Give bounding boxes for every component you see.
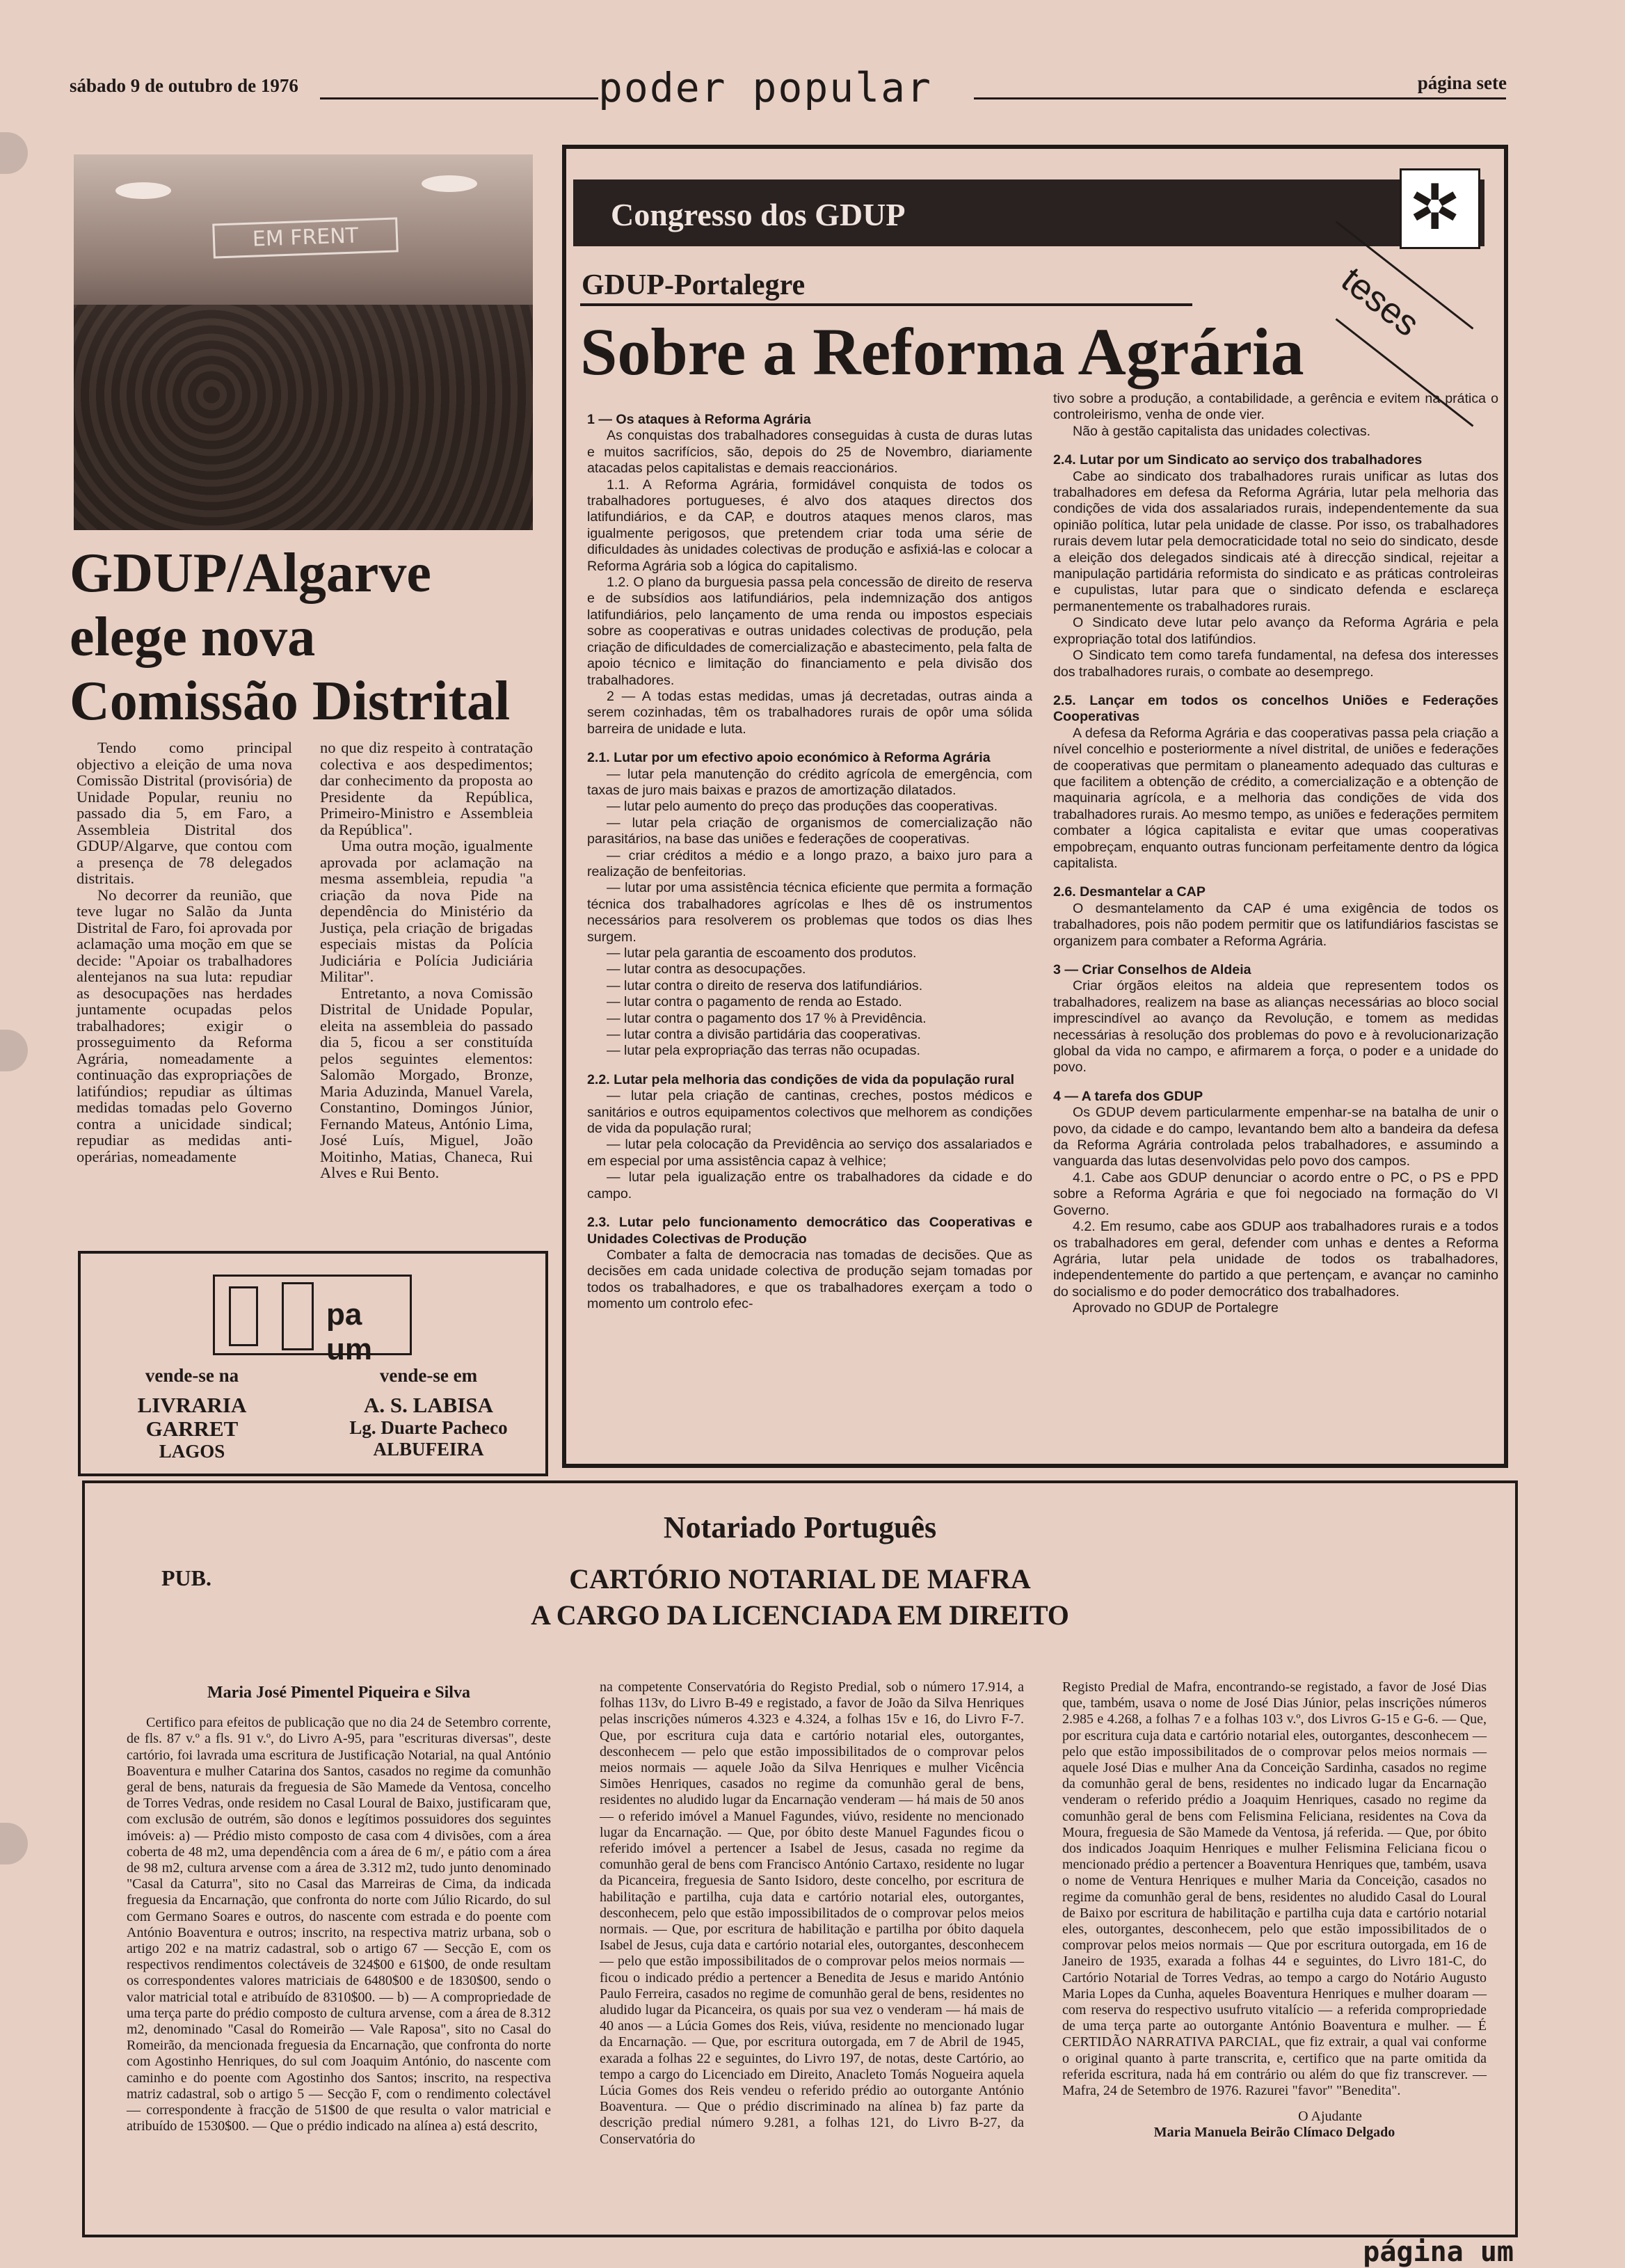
thesis-heading: 2.5. Lançar em todos os concelhos Uniões e Federações Cooperativas: [1053, 692, 1498, 725]
thesis-paragraph: 2 — A todas estas medidas, umas já decretadas, outras ainda a serem cozinhadas, têm os trabalhadores rurais de opôr uma sólida barreira de unidade e luta.: [587, 688, 1032, 737]
notary-notice: [82, 1480, 1518, 2237]
thesis-paragraph: — lutar pela colocação da Previdência ao serviço dos assalariados e em especial por uma assistência capaz à velhice;: [587, 1137, 1032, 1169]
newspaper-logo: [213, 1275, 412, 1366]
header-rule: [320, 97, 598, 99]
thesis-paragraph: — lutar pela garantia de escoamento dos produtos.: [607, 945, 917, 961]
thesis-heading: 3 — Criar Conselhos de Aldeia: [1053, 962, 1251, 977]
ad-right: [324, 1365, 533, 1460]
thesis-paragraph: Não à gestão capitalista das unidades colectivas.: [1073, 423, 1371, 439]
thesis-paragraph: Os GDUP devem particularmente empenhar-se na batalha de unir o povo, da cidade e do campo, levantando bem alto a bandeira da defesa da Reforma Agrária controlada pelos trabalhadores, e assumindo a vanguarda das lutas desenvolvidas pelo povo dos campos.: [1053, 1105, 1498, 1169]
ad-line: ALBUFEIRA: [373, 1439, 484, 1460]
thesis-paragraph: tivo sobre a produção, a contabilidade, a gerência e evitem na prática o controleirismo, venha de onde vier.: [1053, 391, 1498, 423]
logo-box: [229, 1286, 258, 1346]
notice-heading: [85, 1561, 1515, 1634]
thesis-paragraph: — lutar pela igualização entre os trabalhadores da cidade e do campo.: [587, 1169, 1032, 1201]
pub-label: PUB.: [161, 1565, 211, 1590]
thesis-paragraph: — criar créditos a médio e a longo prazo, a baixo juro para a realização de benfeitorias.: [587, 847, 1032, 879]
chandelier: [115, 182, 171, 199]
paragraph: Entretanto, a nova Comissão Distrital de Unidade Popular, eleita na assembleia do passado dia 5, ficou a ser constituída pelos seguintes elementos: Salomão Morgado, Bronze, Maria Aduzinda, Manuel Varela, Constantino, Domingos Júnior, Fernando Mateus, António Lima, José Luís, Miguel, João Moitinho, Matias, Chaneca, Rui Alves e Rui Bento.: [320, 984, 533, 1181]
thesis-heading: 2.4. Lutar por um Sindicato ao serviço dos trabalhadores: [1053, 452, 1423, 468]
issue-date: sábado 9 de outubro de 1976: [70, 75, 298, 96]
thesis-heading: 2.1. Lutar por um efectivo apoio económico à Reforma Agrária: [587, 750, 991, 766]
ad-line: LAGOS: [159, 1441, 225, 1462]
ad-line: LIVRARIA: [137, 1393, 247, 1417]
thesis-heading: 2.2. Lutar pela melhoria das condições de vida da população rural: [587, 1071, 1015, 1087]
thesis-paragraph: O Sindicato deve lutar pelo avanço da Reforma Agrária e pela expropriação total dos latifúndios.: [1053, 615, 1498, 647]
masthead: poder popular: [598, 64, 932, 111]
left-headline: GDUP/Algarve elege nova Comissão Distrital: [70, 543, 511, 732]
notice-col1: [127, 1685, 551, 2134]
thesis-heading: 2.6. Desmantelar a CAP: [1053, 884, 1206, 900]
thesis-paragraph: — lutar contra as desocupações.: [607, 961, 806, 977]
paragraph: No decorrer da reunião, que teve lugar no Salão da Junta Distrital de Faro, foi aprovada por aclamação uma moção em que se decide: "Apoiar os trabalhadores alentejanos na sua luta: repudiar as desocupações nas herdades juntamente ocupadas pelos trabalhadores; exigir o prosseguimento da Reforma Agrária, nomeadamente a continuação das expropriações de latifúndios; repudiar as últimas medidas tomadas pelo Governo contra a unicidade sindical; repudiar as medidas anti-operárias, nomeadamente: [77, 886, 292, 1165]
thesis-paragraph: — lutar pela expropriação das terras não ocupadas.: [607, 1043, 920, 1059]
thesis-col2: [1053, 391, 1498, 1317]
thesis-paragraph: Aprovado no GDUP de Portalegre: [1073, 1300, 1279, 1316]
thesis-paragraph: A defesa da Reforma Agrária e das cooperativas passa pela criação a nível concelhio e posteriormente a nível distrital, de uniões e federações de cooperativas que permitam o planeamento adequado das culturas e que facilitem a obtenção de crédito, a comercialização e a obtenção de maquinaria agrícola, e a melhoria das condições de vida dos trabalhadores rurais. Ao mesmo tempo, as uniões e federações permitem combater a lógica capitalista e evitar que umas cooperativas empobreçam, enquanto outras funcionam perfeitamente dentro da lógica capitalista.: [1053, 725, 1498, 871]
thesis-heading: 4 — A tarefa dos GDUP: [1053, 1088, 1203, 1104]
thesis-paragraph: Cabe ao sindicato dos trabalhadores rurais unificar as lutas dos trabalhadores em defesa da Reforma Agrária, lutar pela melhoria das condições de vida dos assalariados rurais, independentemente da sua opinião política, lutar pela unidade de classe. Por isso, os trabalhadores rurais devem lutar pela democraticidade total no seio do sindicato, desde a eleição dos delegados sindicais até à direcção sindical, rejeitar a manipulação partidária reformista do sindicato e as práticas controleiras e cupulistas, lutar para que o sindicato defenda e esclareça permanentemente os trabalhadores rurais.: [1053, 468, 1498, 614]
paragraph: no que diz respeito à contratação colectiva e aos despedimentos; dar conhecimento da proposta ao Presidente da República, Primeiro-Ministro e Assembleia da República".: [320, 739, 533, 838]
logo-text: pa um: [326, 1297, 372, 1366]
paragraph: na competente Conservatória do Registo Predial, sob o número 17.914, a folhas 113v, do Livro B-49 e registado, a favor de João da Silva Henriques pelas inscrições números 4.323 e 4.324, a folhas 15v e 16, do Livro F-7. Que, por escritura cuja data e cartório notarial eles, outorgantes, desconhecem — pelo que estão impossibilitados de o comprovar pelos meios normais — aquele João da Silva Henriques e mulher Vicência Simões Henriques, casados no regime da comunhão geral de bens, residentes no aludido lugar da Encarnação venderam — há mais de 50 anos — o referido imóvel a Manuel Fagundes, viúvo, residente no mencionado lugar da Encarnação. — Que, por óbito deste Manuel Fagundes ficou o referido imóvel a pertencer a Isabel de Jesus, casada no regime da comunhão geral de bens com Francisco António Cartaxo, residente no lugar da Picanceira, freguesia de Santo Isidoro, deste concelho, por escritura de habilitação e partilha, cuja data e cartório notarial eles, outorgantes, desconhecem, pelo que estão impossibilitados de o comprovar pelos meios normais. — Que, por escritura de habilitação e partilha por óbito daquela Isabel de Jesus, cuja data e cartório notarial eles, outorgantes, desconhecem — pelo que estão impossibilitados de o comprovar pelos meios normais — ficou o indicado prédio a pertencer a Benedita de Jesus e marido António Paulo Ferreira, casados no regime de comunhão geral de bens, residentes no aludido lugar da Picanceira, os quais por sua vez o venderam — há mais de 40 anos — a Lúcia Gomes dos Reis, viúva, residente no mencionado lugar da Encarnação. — Que, por escritura outorgada, em 7 de Abril de 1945, exarada a folhas 22 e seguintes, do Livro 197, de notas, deste Cartório, ao tempo a cargo do Licenciado em Direito, Anacleto Tomás Nogueira aquela Lúcia Gomes dos Reis vendeu o referido prédio ao outorgante António Boaventura. — Que o prédio discriminado na alínea b) faz parte da descrição predial número 9.281, a folhas 121, do Livro B-27, da Conservatória do: [600, 1679, 1024, 2147]
thesis-paragraph: — lutar contra o direito de reserva dos latifundiários.: [607, 977, 923, 993]
binder-hole: [0, 132, 28, 174]
thesis-paragraph: 4.2. Em resumo, cabe aos GDUP aos trabalhadores rurais e a todos os trabalhadores em geral, defender com unhas e dentes a Reforma Agrária, lutar pela unidade de todos os trabalhadores, independentemente do partido a que pertençam, e avançar no caminho do socialismo e do poder democrático dos trabalhadores.: [1053, 1219, 1498, 1300]
thesis-heading: 1 — Os ataques à Reforma Agrária: [587, 412, 811, 427]
section-rule: [580, 303, 1192, 306]
logo-box: [282, 1282, 314, 1350]
thesis-paragraph: 1.1. A Reforma Agrária, formidável conquista de todos os trabalhadores portugueses, é alvo dos ataques directos dos latifundiários, e da CAP, e doutros ataques menos claros, mas igualmente perigosos, que pretendem criar toda uma série de dificuldades às unidades colectivas de produção e asfixiá-las e colocar a Reforma Agrária sob a lógica do capitalismo.: [587, 477, 1032, 574]
ad-line: Lg. Duarte Pacheco: [349, 1417, 508, 1438]
binder-hole: [0, 1823, 28, 1864]
thesis-paragraph: As conquistas dos trabalhadores conseguidas à custa de duras lutas e muitos sacrifícios, são, depois do 25 de Novembro, diariamente atacadas pelos capitalistas e demais reaccionários.: [587, 428, 1032, 477]
left-article-col1: [77, 740, 292, 1165]
thesis-paragraph: — lutar pela manutenção do crédito agrícola de emergência, com taxas de juro mais baixas e prazos de amortização dilatados.: [587, 766, 1032, 798]
congresso-bar: [573, 179, 1484, 246]
ad-sell: vende-se em: [379, 1365, 478, 1386]
congresso-title: Congresso dos GDUP: [611, 197, 906, 232]
congresso-box: [562, 145, 1508, 1468]
footer-page: página um: [1363, 2236, 1514, 2268]
notice-col3: [1062, 1679, 1487, 2141]
section-title: GDUP-Portalegre: [582, 269, 806, 301]
thesis-paragraph: — lutar por uma assistência técnica eficiente que permita a formação técnica dos trabalhadores agrícolas e lhes dê os instrumentos necessários para resolverem os problemas que todos os dias lhes surgem.: [587, 880, 1032, 945]
thesis-paragraph: O Sindicato tem como tarefa fundamental, na defesa dos interesses dos trabalhadores rurais, o combate ao desemprego.: [1053, 648, 1498, 680]
ad-sell: vende-se na: [145, 1365, 239, 1386]
notice-col2: [600, 1679, 1024, 2148]
notary-name: Maria José Pimentel Piqueira e Silva: [207, 1684, 470, 1702]
page-label: página sete: [1417, 72, 1507, 93]
binder-hole: [0, 1030, 28, 1071]
star-logo-icon: ✲: [1400, 168, 1480, 249]
notice-line2: A CARGO DA LICENCIADA EM DIREITO: [531, 1599, 1069, 1631]
bookshop-ad: [78, 1251, 548, 1476]
notice-line1: CARTÓRIO NOTARIAL DE MAFRA: [569, 1563, 1031, 1595]
thesis-paragraph: — lutar pela criação de cantinas, creches, postos médicos e sanitários e outros equipamentos colectivos que melhorem as condições de vida da população rural;: [587, 1088, 1032, 1137]
thesis-paragraph: O desmantelamento da CAP é uma exigência de todos os trabalhadores, pois não podem permitir que os latifundiários fascistas se organizem para combater a Reforma Agrária.: [1053, 900, 1498, 949]
article-title: Sobre a Reforma Agrária: [580, 314, 1304, 389]
thesis-paragraph: — lutar pela criação de organismos de comercialização não parasitários, na base das uniões e federações de cooperativas.: [587, 815, 1032, 847]
signature-role: O Ajudante: [1298, 2109, 1362, 2125]
ad-line: GARRET: [145, 1416, 239, 1441]
left-article-col2: [320, 740, 533, 1181]
thesis-heading: 2.3. Lutar pelo funcionamento democrático das Cooperativas e Unidades Colectivas de Produção: [587, 1215, 1032, 1247]
thesis-paragraph: — lutar contra o pagamento dos 17 % à Previdência.: [607, 1010, 927, 1026]
assembly-photo: [74, 154, 533, 530]
signature-name: Maria Manuela Beirão Clímaco Delgado: [1153, 2125, 1395, 2141]
ad-left: [88, 1365, 296, 1462]
thesis-paragraph: Combater a falta de democracia nas tomadas de decisões. Que as decisões em cada unidade colectiva de produção sejam tomadas por todos os trabalhadores, e que os trabalhadores exerçam a todo o momento um controlo efec-: [587, 1247, 1032, 1312]
thesis-col1: [587, 399, 1032, 1313]
photo-banner: EM FRENT: [212, 217, 399, 258]
thesis-paragraph: 4.1. Cabe aos GDUP denunciar o acordo entre o PC, o PS e PPD sobre a Reforma Agrária e que foi negociado na formação do VI Governo.: [1053, 1169, 1498, 1218]
teses-tag: teses: [1334, 259, 1427, 345]
paragraph: Uma outra moção, igualmente aprovada por aclamação na mesma assembleia, repudia "a criação da nova Pide na dependência do Ministério da Justiça, pela criação de brigadas especiais mistas da Polícia Judiciária e Polícia Judiciária Militar".: [320, 837, 533, 985]
ad-line: A. S. LABISA: [363, 1393, 494, 1417]
chandelier: [422, 175, 477, 192]
thesis-paragraph: 1.2. O plano da burguesia passa pela concessão de direito de reserva e de subsídios aos latifundiários, pela indemnização dos antigos latifundiários, pelo lançamento de uma renda ou impostos especiais sobre as cooperativas e outras unidades colectivas de produção, pela criação de dificuldades de comercialização e abastecimento, pela falta de apoio técnico e limitação do financiamento e pela divisão dos trabalhadores.: [587, 575, 1032, 688]
paragraph: Tendo como principal objectivo a eleição de uma nova Comissão Distrital (provisória) de Unidade Popular, reuniu no passado dia 5, em Faro, a Assembleia Distrital dos GDUP/Algarve, que contou com a presença de 78 delegados distritais.: [77, 739, 292, 887]
notice-title: Notariado Português: [663, 1510, 937, 1544]
paragraph: Registo Predial de Mafra, encontrando-se registado, a favor de José Dias que, também, usava o nome de José Dias Júnior, pelas inscrições números 2.985 e 4.268, a folhas 7 e a folhas 103 v.º, dos Livros G-15 e G-6. — Que, por escritura cuja data e cartório notarial eles, outorgantes, desconhecem — pelo que estão impossibilitados de o comprovar pelos meios normais — aquele José Dias e mulher Ana da Conceição Sardinha, casados no regime da comunhão geral de bens, residentes no indicado lugar da Encarnação venderam o referido prédio a Joaquim Henriques, casado no regime da comunhão geral de bens com Felismina Feliciana, residentes na Cova da Moura, freguesia de São Mamede da Ventosa, já referida. — Que, por óbito dos indicados Joaquim Henriques e mulher Felismina Feliciana ficou o mencionado prédio a pertencer a Boaventura Henriques que, também, usava o nome de Ventura Henriques e mulher Maria da Conceição, casados no regime da comunhão geral de bens, residentes no aludido Casal do Loural de Baixo por escritura de habilitação e partilha cuja data e cartório notarial eles, outorgantes, desconhecem, pelo que estão impossibilitados de o comprovar pelos meios normais — Que por escritura outorgada, em 16 de Janeiro de 1935, exarada a folhas 44 e seguintes, do Livro 181-C, do Cartório Notarial de Torres Vedras, ao tempo a cargo do Notário Augusto Maria Lopes da Cunha, aqueles Boaventura Henriques e mulher doaram — com reserva do respectivo usufruto vitalício — a referida compropriedade de uma terça parte ao outorgante António Boaventura e mulher. — É CERTIDÃO NARRATIVA PARCIAL, que fiz extrair, a qual vai conforme o original quanto à parte transcrita, e, certifico que na parte omitida da referida escritura, nada há em contrário ou além do que fiz transcrever. — Mafra, 24 de Setembro de 1976. Razurei "favor" "Benedita".: [1062, 1679, 1487, 2099]
crowd: [74, 305, 533, 530]
thesis-paragraph: — lutar contra a divisão partidária das cooperativas.: [607, 1027, 921, 1043]
thesis-paragraph: Criar órgãos eleitos na aldeia que representem todos os trabalhadores, realizem na base as alianças necessárias ao bloco social imprescindível ao avanço da Revolução, e tomem as medidas necessárias à resolução dos problemas do povo e à revolucionarização global da vida no campo, e afirmarem a força, o poder e a unidade do povo.: [1053, 978, 1498, 1076]
thesis-paragraph: — lutar contra o pagamento de renda ao Estado.: [607, 994, 902, 1010]
thesis-paragraph: — lutar pelo aumento do preço das produções das cooperativas.: [607, 799, 998, 815]
paragraph: Certifico para efeitos de publicação que no dia 24 de Setembro corrente, de fls. 87 v.º a fls. 91 v.º, do Livro A-95, para "escrituras diversas", deste cartório, foi lavrada uma escritura de Justificação Notarial, na qual António Boaventura e mulher Catarina dos Santos, casados no regime da comunhão geral de bens, naturais da freguesia de São Mamede da Ventosa, concelho de Torres Vedras, onde residem no Casal Loural de Baixo, justificaram que, com exclusão de outrém, são donos e legítimos possuidores dos seguintes imóveis: a) — Prédio misto composto de casa com 4 divisões, com a área coberta de 48 m2, uma dependência com a área de 6 m/, e pátio com a área de 98 m2, cultura arvense com a área de 3.312 m2, tudo junto denominado "Casal da Caturra", sito no Casal das Marreiras de Cima, da indicada freguesia da Encarnação, que confronta do norte com Júlio Ricardo, do sul com Germano Soares e outros, do nascente com estrada e do poente com António Boaventura e outros; inscrito, na respectiva matriz urbana, sob o artigo 202 e na matriz cadastral, sob o artigo 67 — Secção E, com os respectivos rendimentos colectáveis de 324$00 e 61$00, de onde resultam os correspondentes valores matriciais de 6480$00 e de 1830$00, sendo o valor matricial total e atribuído de 8310$00. — b) — A compropriedade de uma terça parte do prédio composto de cultura arvense, com a área de 8.312 m2, denominado "Casal do Romeirão — Vale Raposa", sito no Casal do Romeirão, da mencionada freguesia da Encarnação, que confronta do norte com Agostinho Henriques, do sul com Joaquim António, do nascente com caminho e do poente com Agostinho dos Santos; inscrito, na respectiva matriz cadastral, sob o artigo 5 — Secção F, com o rendimento colectável — correspondente à fracção de 51$00 de que resulta o valor matricial e atribuído de 1530$00. — Que o prédio indicado na alínea a) está descrito,: [127, 1715, 551, 2134]
header-rule: [974, 97, 1506, 99]
